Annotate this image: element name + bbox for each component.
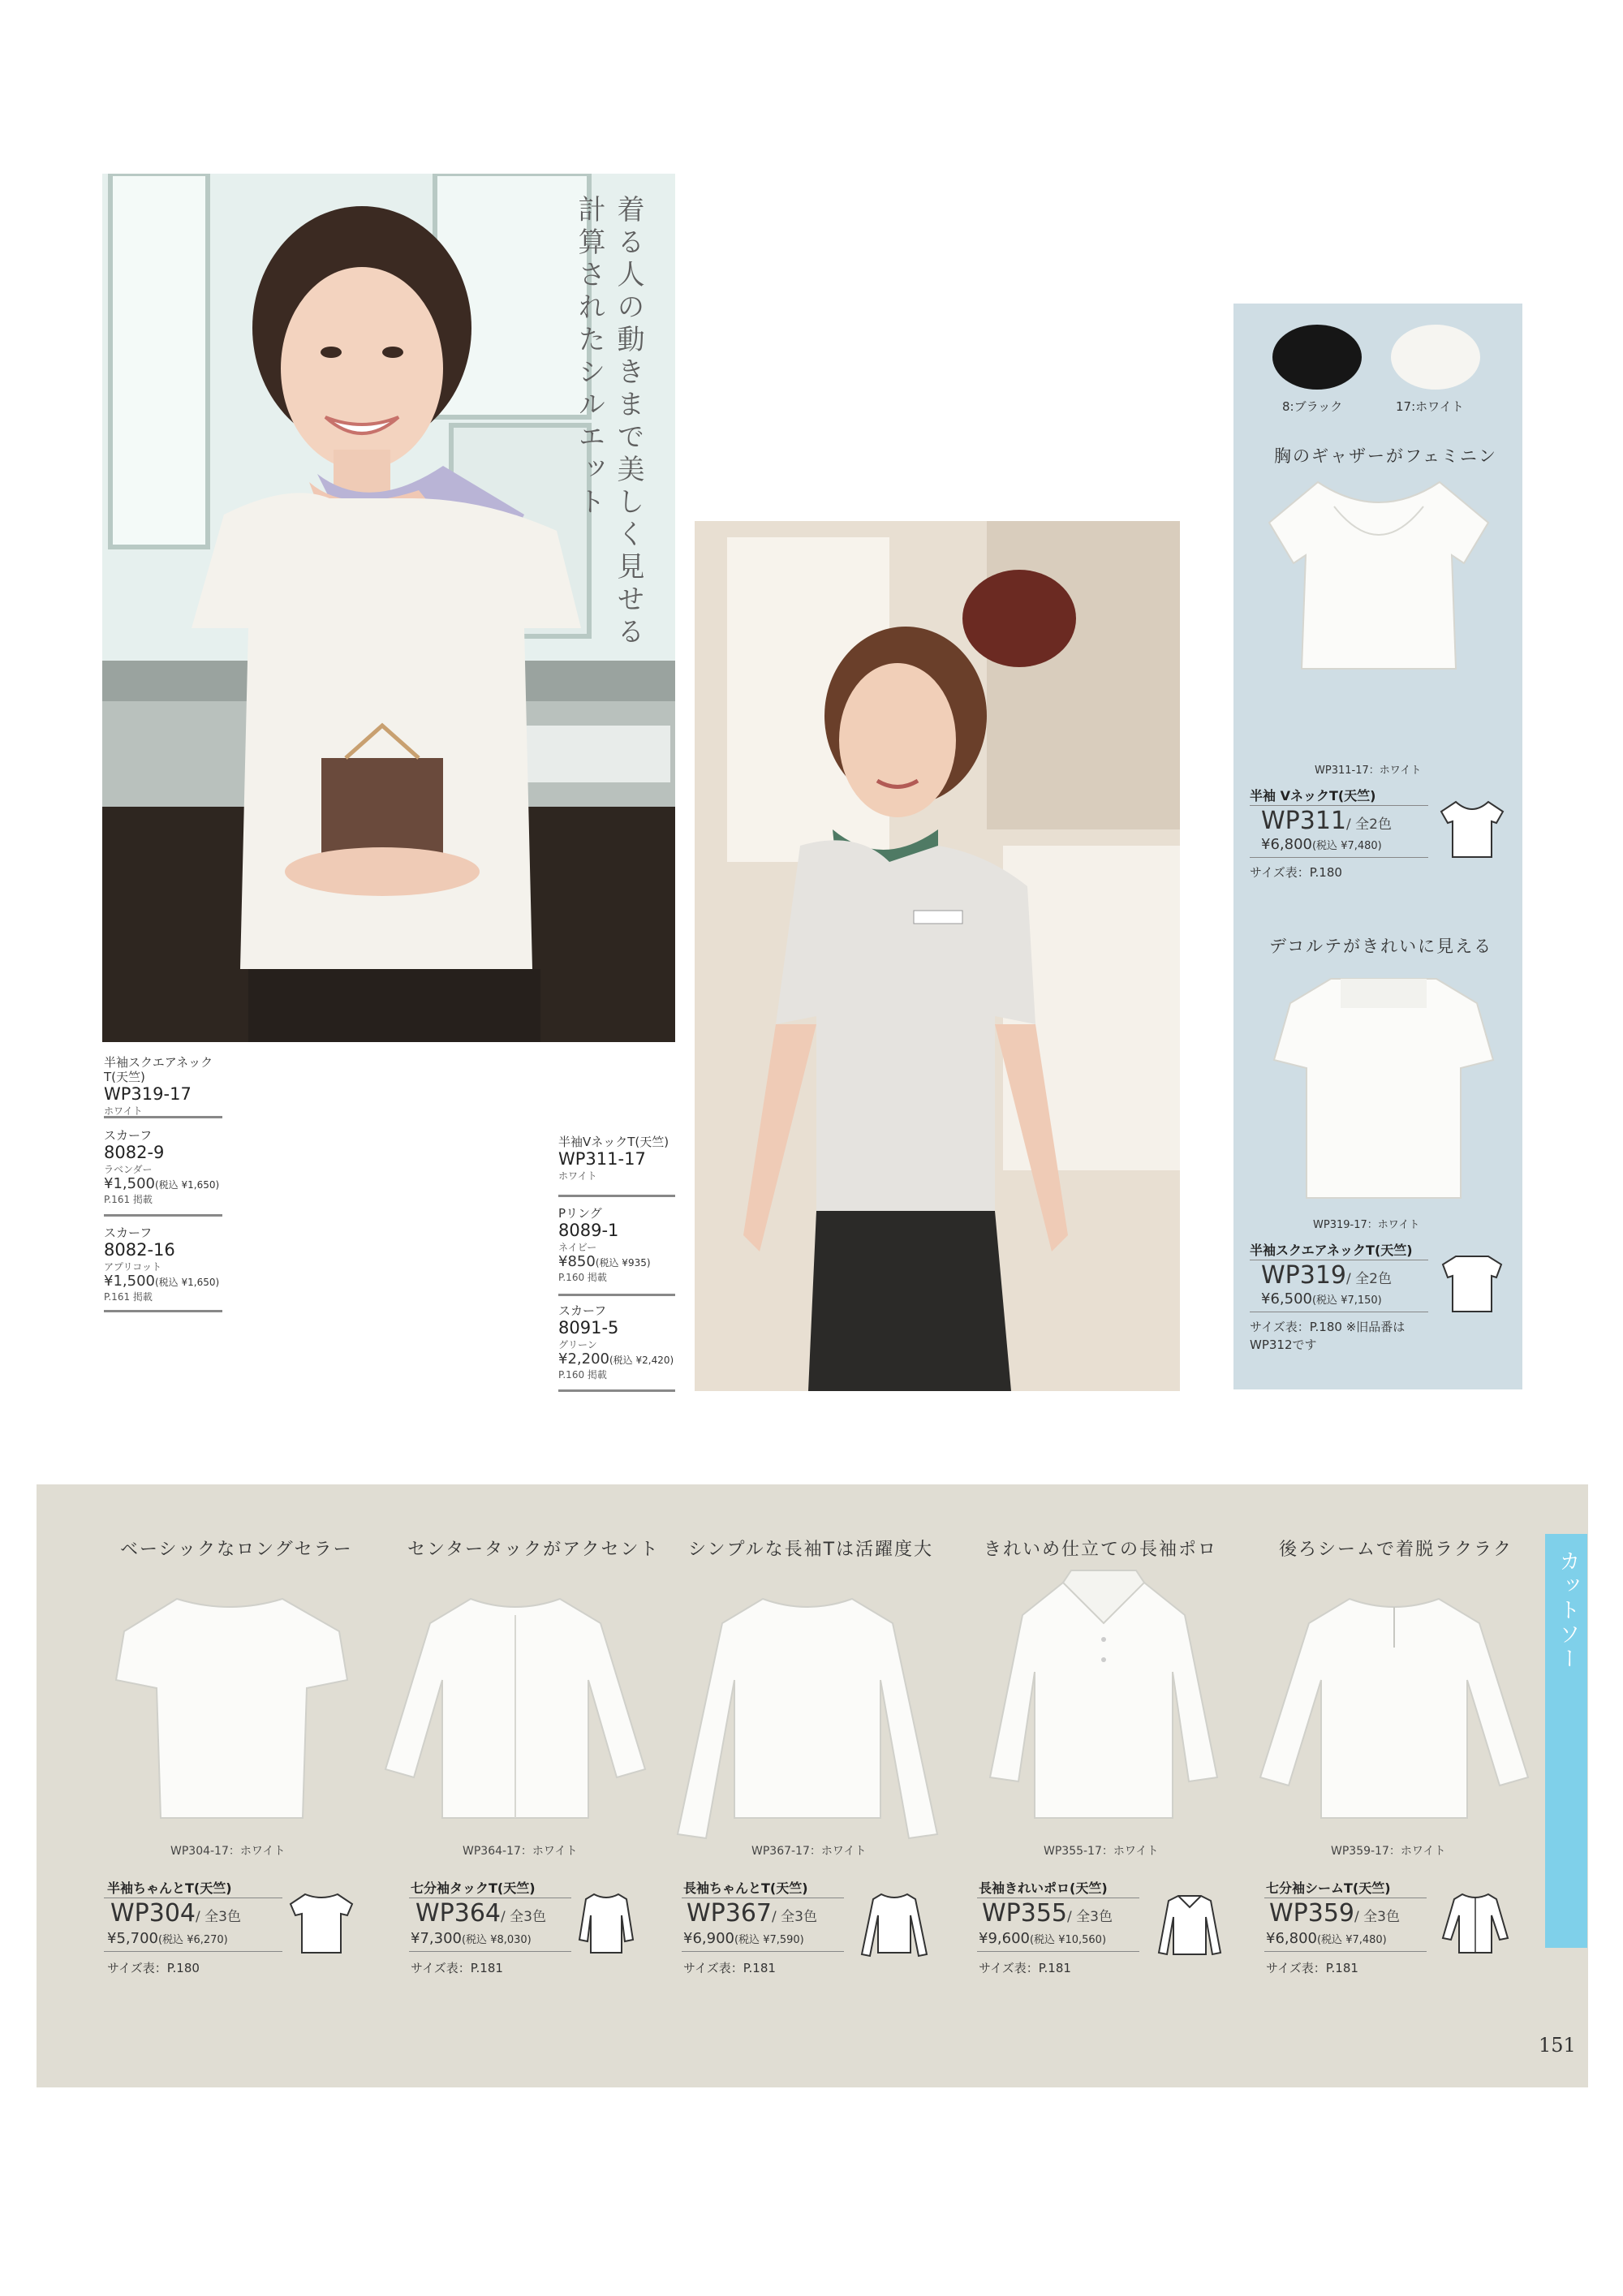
- ring-ref: P.160 掲載: [558, 1272, 607, 1283]
- ring-color: ネイビー: [558, 1242, 597, 1253]
- bottom-product-2-size: サイズ表：P.181: [411, 1961, 503, 1975]
- swatch-black-label: 8:ブラック: [1282, 399, 1343, 414]
- hero-caption-color: ホワイト: [104, 1105, 143, 1117]
- scarf-3-tax: (税込 ¥2,420): [609, 1355, 674, 1366]
- sidebar-product-2-code-row: [1261, 1261, 1392, 1290]
- scarf-2-price: ¥1,500: [104, 1273, 155, 1290]
- sidebar-product-1-tax: (税込 ¥7,480): [1311, 840, 1382, 852]
- wp367-shirt-image: [674, 1583, 941, 1842]
- second-caption-code: WP311-17: [558, 1149, 646, 1169]
- wp319-line-drawing: [1438, 1253, 1506, 1315]
- scarf-2-code: 8082-16: [104, 1240, 175, 1260]
- wp364-line-drawing: [578, 1891, 635, 1956]
- bottom-product-2-price-row: [411, 1930, 532, 1947]
- bottom-product-2-price: ¥7,300: [411, 1930, 462, 1947]
- sidebar-product-1-colors: / 全2色: [1346, 816, 1392, 833]
- wp319-shirt-image: [1266, 963, 1501, 1206]
- bottom-product-1-size: サイズ表：P.180: [107, 1961, 200, 1975]
- sidebar-product-2-price: ¥6,500: [1261, 1290, 1312, 1307]
- sidebar-product-1-price-row: [1261, 836, 1382, 853]
- hero-divider-3: [104, 1310, 222, 1312]
- bottom-product-4-size: サイズ表：P.181: [979, 1961, 1071, 1975]
- bottom-product-3-title: 長袖ちゃんとT(天竺): [683, 1880, 808, 1896]
- scarf-1-ref: P.161 掲載: [104, 1194, 153, 1205]
- bottom-product-2-code-row: [415, 1899, 546, 1928]
- category-tab-label: カットソー: [1556, 1550, 1580, 1672]
- scarf-1-tax: (税込 ¥1,650): [154, 1179, 220, 1191]
- bottom-product-2-headline: センタータックがアクセント: [407, 1540, 660, 1560]
- bottom-product-3-price-row: [683, 1930, 804, 1947]
- sidebar-product-2-tax: (税込 ¥7,150): [1311, 1294, 1382, 1307]
- bottom-product-1-code: WP304: [110, 1899, 196, 1928]
- bottom-product-5-image-caption: WP359-17：ホワイト: [1331, 1845, 1446, 1858]
- bottom-product-2-image-caption: WP364-17：ホワイト: [463, 1845, 578, 1858]
- wp359-line-drawing: [1441, 1891, 1509, 1956]
- scarf-2-tax: (税込 ¥1,650): [154, 1277, 220, 1288]
- photo-2-illustration: [695, 521, 1180, 1391]
- bottom-product-4-colors: / 全3色: [1067, 1909, 1113, 1925]
- hero-scarf-2: [104, 1226, 226, 1304]
- wp355-polo-image: [982, 1566, 1225, 1834]
- bottom-product-5-size: サイズ表：P.181: [1266, 1961, 1358, 1975]
- sidebar-product-1-rule: [1250, 805, 1428, 806]
- hero-caption-title: 半袖スクエアネックT(天竺): [104, 1055, 213, 1084]
- sidebar-product-1-rule2: [1250, 857, 1428, 858]
- wp304-shirt-image: [104, 1583, 355, 1826]
- bottom-product-1-price-row: [107, 1930, 228, 1947]
- bottom-product-3-price: ¥6,900: [683, 1930, 734, 1947]
- wp367-line-drawing: [860, 1891, 928, 1959]
- bottom-product-5-rule2: [1264, 1951, 1427, 1952]
- bottom-product-4-tax: (税込 ¥10,560): [1029, 1934, 1107, 1946]
- hero-divider-1: [104, 1116, 222, 1118]
- bottom-product-1-tax: (税込 ¥6,270): [157, 1934, 228, 1946]
- sidebar-product-2-size: サイズ表：P.180 ※旧品番は: [1250, 1320, 1406, 1334]
- scarf-3-code: 8091-5: [558, 1318, 619, 1338]
- hero-caption: [104, 1055, 226, 1118]
- second-divider-3: [558, 1389, 675, 1392]
- sidebar-product-2-colors: / 全2色: [1346, 1271, 1392, 1287]
- swatch-white: [1391, 325, 1480, 390]
- second-divider-1: [558, 1195, 675, 1197]
- sidebar-product-1-code: WP311: [1261, 807, 1347, 835]
- bottom-product-2-colors: / 全3色: [501, 1909, 546, 1925]
- bottom-product-5-price: ¥6,800: [1266, 1930, 1317, 1947]
- second-item-scarf: [558, 1303, 680, 1382]
- bottom-product-3-size: サイズ表：P.181: [683, 1961, 776, 1975]
- bottom-product-3-headline: シンプルな長袖Tは活躍度大: [688, 1540, 934, 1560]
- ring-code: 8089-1: [558, 1221, 619, 1240]
- bottom-product-2-code: WP364: [415, 1899, 502, 1928]
- scarf-3-price: ¥2,200: [558, 1350, 609, 1368]
- bottom-product-4-price-row: [979, 1930, 1106, 1947]
- swatch-white-label: 17:ホワイト: [1396, 399, 1464, 414]
- bottom-product-1-rule2: [104, 1951, 282, 1952]
- hero-caption-code: WP319-17: [104, 1084, 192, 1104]
- sidebar-product-panel: [1233, 304, 1522, 1389]
- wp355-line-drawing: [1156, 1891, 1224, 1959]
- wp311-shirt-image: [1261, 474, 1496, 677]
- bottom-product-4-price: ¥9,600: [979, 1930, 1030, 1947]
- scarf-1-title: スカーフ: [104, 1128, 153, 1143]
- wp304-line-drawing: [287, 1891, 355, 1956]
- scarf-2-color: アプリコット: [104, 1261, 162, 1273]
- second-caption: [558, 1135, 680, 1183]
- ring-price: ¥850: [558, 1253, 596, 1270]
- bottom-product-3-rule2: [682, 1951, 844, 1952]
- category-tab[interactable]: [1545, 1534, 1587, 1948]
- sidebar-product-2-image-caption: WP319-17：ホワイト: [1313, 1219, 1420, 1231]
- scarf-2-title: スカーフ: [104, 1226, 153, 1240]
- ring-title: Pリング: [558, 1206, 602, 1221]
- sidebar-product-1-size: サイズ表：P.180: [1250, 865, 1342, 880]
- hero-divider-2: [104, 1214, 222, 1217]
- bottom-product-1-image-caption: WP304-17：ホワイト: [170, 1845, 286, 1858]
- sidebar-product-1-image-caption: WP311-17：ホワイト: [1315, 765, 1422, 777]
- bottom-product-3-image-caption: WP367-17：ホワイト: [751, 1845, 867, 1858]
- second-divider-2: [558, 1294, 675, 1296]
- bottom-product-5-code: WP359: [1269, 1899, 1355, 1928]
- scarf-3-title: スカーフ: [558, 1303, 607, 1318]
- sidebar-product-1-headline: 胸のギャザーがフェミニン: [1274, 446, 1497, 466]
- bottom-product-1-headline: ベーシックなロングセラー: [120, 1540, 353, 1560]
- sidebar-product-2-code: WP319: [1261, 1261, 1347, 1290]
- ring-tax: (税込 ¥935): [595, 1257, 651, 1269]
- sidebar-product-1-title: 半袖 VネックT(天竺): [1250, 788, 1376, 803]
- bottom-product-1-colors: / 全3色: [196, 1909, 241, 1925]
- scarf-1-color: ラベンダー: [104, 1164, 153, 1175]
- hero-scarf-1: [104, 1128, 226, 1207]
- bottom-product-1-code-row: [110, 1899, 241, 1928]
- bottom-product-4-code-row: [982, 1899, 1113, 1928]
- scarf-1-code: 8082-9: [104, 1143, 165, 1162]
- sidebar-product-2-title: 半袖スクエアネックT(天竺): [1250, 1243, 1413, 1258]
- bottom-product-4-image-caption: WP355-17：ホワイト: [1044, 1845, 1159, 1858]
- wp364-shirt-image: [381, 1583, 649, 1826]
- bottom-product-5-title: 七分袖シームT(天竺): [1266, 1880, 1391, 1896]
- photo-model-v-neck: [695, 521, 1180, 1391]
- bottom-product-5-price-row: [1266, 1930, 1387, 1947]
- hero-tagline-line2: 計算されたシルエット: [573, 195, 605, 519]
- bottom-product-3-tax: (税込 ¥7,590): [734, 1934, 804, 1946]
- sidebar-product-1-price: ¥6,800: [1261, 836, 1312, 853]
- wp359-shirt-image: [1256, 1583, 1532, 1826]
- bottom-product-4-code: WP355: [982, 1899, 1068, 1928]
- bottom-product-3-colors: / 全3色: [772, 1909, 817, 1925]
- sidebar-product-2-size-note: WP312です: [1250, 1338, 1317, 1352]
- second-caption-color: ホワイト: [558, 1170, 597, 1182]
- bottom-product-5-colors: / 全3色: [1354, 1909, 1400, 1925]
- bottom-product-5-tax: (税込 ¥7,480): [1316, 1934, 1387, 1946]
- wp311-line-drawing: [1438, 799, 1506, 860]
- scarf-3-ref: P.160 掲載: [558, 1369, 607, 1381]
- bottom-product-4-headline: きれいめ仕立ての長袖ポロ: [984, 1540, 1218, 1560]
- bottom-product-2-tax: (税込 ¥8,030): [461, 1934, 532, 1946]
- bottom-product-4-rule2: [977, 1951, 1139, 1952]
- bottom-product-5-code-row: [1269, 1899, 1400, 1928]
- bottom-product-1-price: ¥5,700: [107, 1930, 158, 1947]
- sidebar-product-2-headline: デコルテがきれいに見える: [1269, 937, 1493, 956]
- scarf-3-color: グリーン: [558, 1339, 597, 1350]
- bottom-product-4-title: 長袖きれいポロ(天竺): [979, 1880, 1108, 1896]
- page-number: 151: [1539, 2034, 1576, 2057]
- scarf-1-price: ¥1,500: [104, 1175, 155, 1192]
- bottom-product-1-title: 半袖ちゃんとT(天竺): [107, 1880, 232, 1896]
- scarf-2-ref: P.161 掲載: [104, 1291, 153, 1303]
- second-item-ring: [558, 1206, 680, 1285]
- bottom-product-5-headline: 後ろシームで着脱ラクラク: [1279, 1540, 1513, 1560]
- sidebar-product-1-code-row: [1261, 807, 1392, 835]
- bottom-product-3-code: WP367: [687, 1899, 773, 1928]
- swatch-black: [1272, 325, 1362, 390]
- sidebar-product-2-price-row: [1261, 1290, 1382, 1307]
- bottom-product-3-code-row: [687, 1899, 817, 1928]
- bottom-product-2-rule2: [409, 1951, 571, 1952]
- second-caption-title: 半袖VネックT(天竺): [558, 1135, 669, 1149]
- bottom-product-2-title: 七分袖タックT(天竺): [411, 1880, 536, 1896]
- hero-tagline-line1: 着る人の動きまで美しく見せる: [612, 195, 644, 649]
